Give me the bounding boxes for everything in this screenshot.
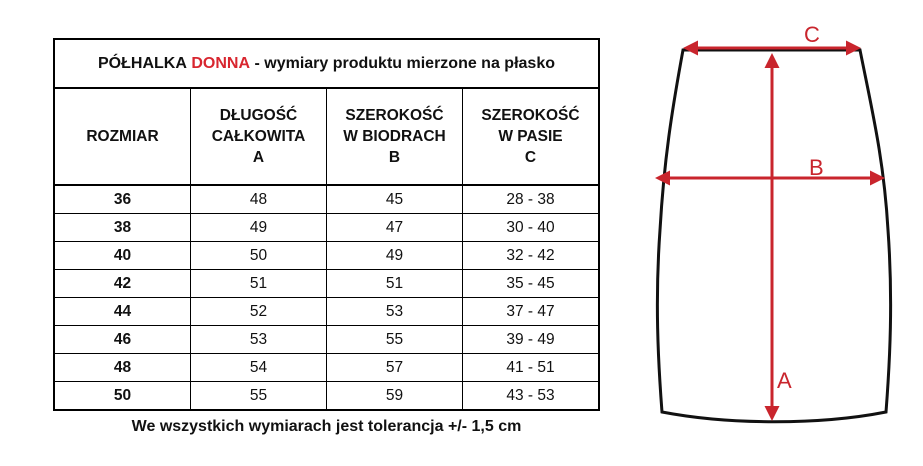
table-row: [55, 354, 598, 382]
cell-length: 50: [191, 242, 327, 269]
cell-waist-width: 37 - 47: [506, 302, 555, 320]
header-line: A: [252, 149, 265, 166]
cell-size: 40: [55, 242, 191, 269]
header-line: W PASIE: [498, 128, 563, 145]
table-row: [55, 242, 598, 270]
cell-length: 52: [191, 298, 327, 325]
header-line: DŁUGOŚĆ: [219, 107, 298, 124]
title-brand: DONNA: [191, 54, 251, 72]
cell-length: 53: [191, 326, 327, 353]
table-row: [55, 186, 598, 214]
cell-waist-width: 35 - 45: [506, 274, 555, 292]
header-line: B: [388, 149, 401, 166]
cell-hip-width: 51: [327, 270, 463, 297]
cell-length: 48: [191, 186, 327, 213]
cell-hip-width: 47: [327, 214, 463, 241]
label-b: B: [809, 155, 824, 180]
table-row: [55, 214, 598, 242]
cell-size: 42: [55, 270, 191, 297]
table-row: [55, 326, 598, 354]
header-line: ROZMIAR: [86, 128, 159, 145]
cell-waist-width: 30 - 40: [506, 218, 555, 236]
tolerance-note: We wszystkich wymiarach jest tolerancja +/- 1,5 cm: [131, 418, 522, 435]
cell-size: 38: [55, 214, 191, 241]
cell-hip-width: 45: [327, 186, 463, 213]
cell-hip-width: 49: [327, 242, 463, 269]
header-hip-width: [327, 89, 463, 184]
cell-length: 55: [191, 382, 327, 409]
cell-size: 50: [55, 382, 191, 409]
cell-waist-width: 28 - 38: [506, 190, 555, 208]
cell-waist-width: 32 - 42: [506, 246, 555, 264]
table-title: [55, 40, 598, 89]
skirt-outline: [657, 50, 890, 422]
label-a: A: [777, 368, 792, 393]
cell-length: 49: [191, 214, 327, 241]
label-c: C: [804, 22, 820, 47]
cell-size: 46: [55, 326, 191, 353]
header-line: C: [524, 149, 537, 166]
table-header-row: [55, 89, 598, 186]
cell-hip-width: 53: [327, 298, 463, 325]
cell-waist-width: 41 - 51: [506, 358, 555, 376]
size-table: [53, 38, 600, 411]
cell-length: 51: [191, 270, 327, 297]
title-prefix: PÓŁHALKA: [98, 54, 187, 72]
cell-size: 44: [55, 298, 191, 325]
table-body: [55, 186, 598, 409]
cell-size: 48: [55, 354, 191, 381]
header-line: W BIODRACH: [343, 128, 446, 145]
cell-hip-width: 55: [327, 326, 463, 353]
skirt-diagram: [640, 0, 923, 466]
cell-waist-width: 39 - 49: [506, 330, 555, 348]
title-suffix: - wymiary produktu mierzone na płasko: [254, 54, 555, 72]
cell-waist-width: 43 - 53: [506, 386, 555, 404]
header-line: SZEROKOŚĆ: [345, 107, 444, 124]
header-waist-width: [463, 89, 598, 184]
table-row: [55, 382, 598, 409]
cell-hip-width: 59: [327, 382, 463, 409]
cell-length: 54: [191, 354, 327, 381]
cell-hip-width: 57: [327, 354, 463, 381]
table-row: [55, 298, 598, 326]
header-size: [55, 89, 191, 184]
header-line: CAŁKOWITA: [211, 128, 306, 145]
header-line: SZEROKOŚĆ: [481, 107, 580, 124]
table-row: [55, 270, 598, 298]
header-length: [191, 89, 327, 184]
cell-size: 36: [55, 186, 191, 213]
